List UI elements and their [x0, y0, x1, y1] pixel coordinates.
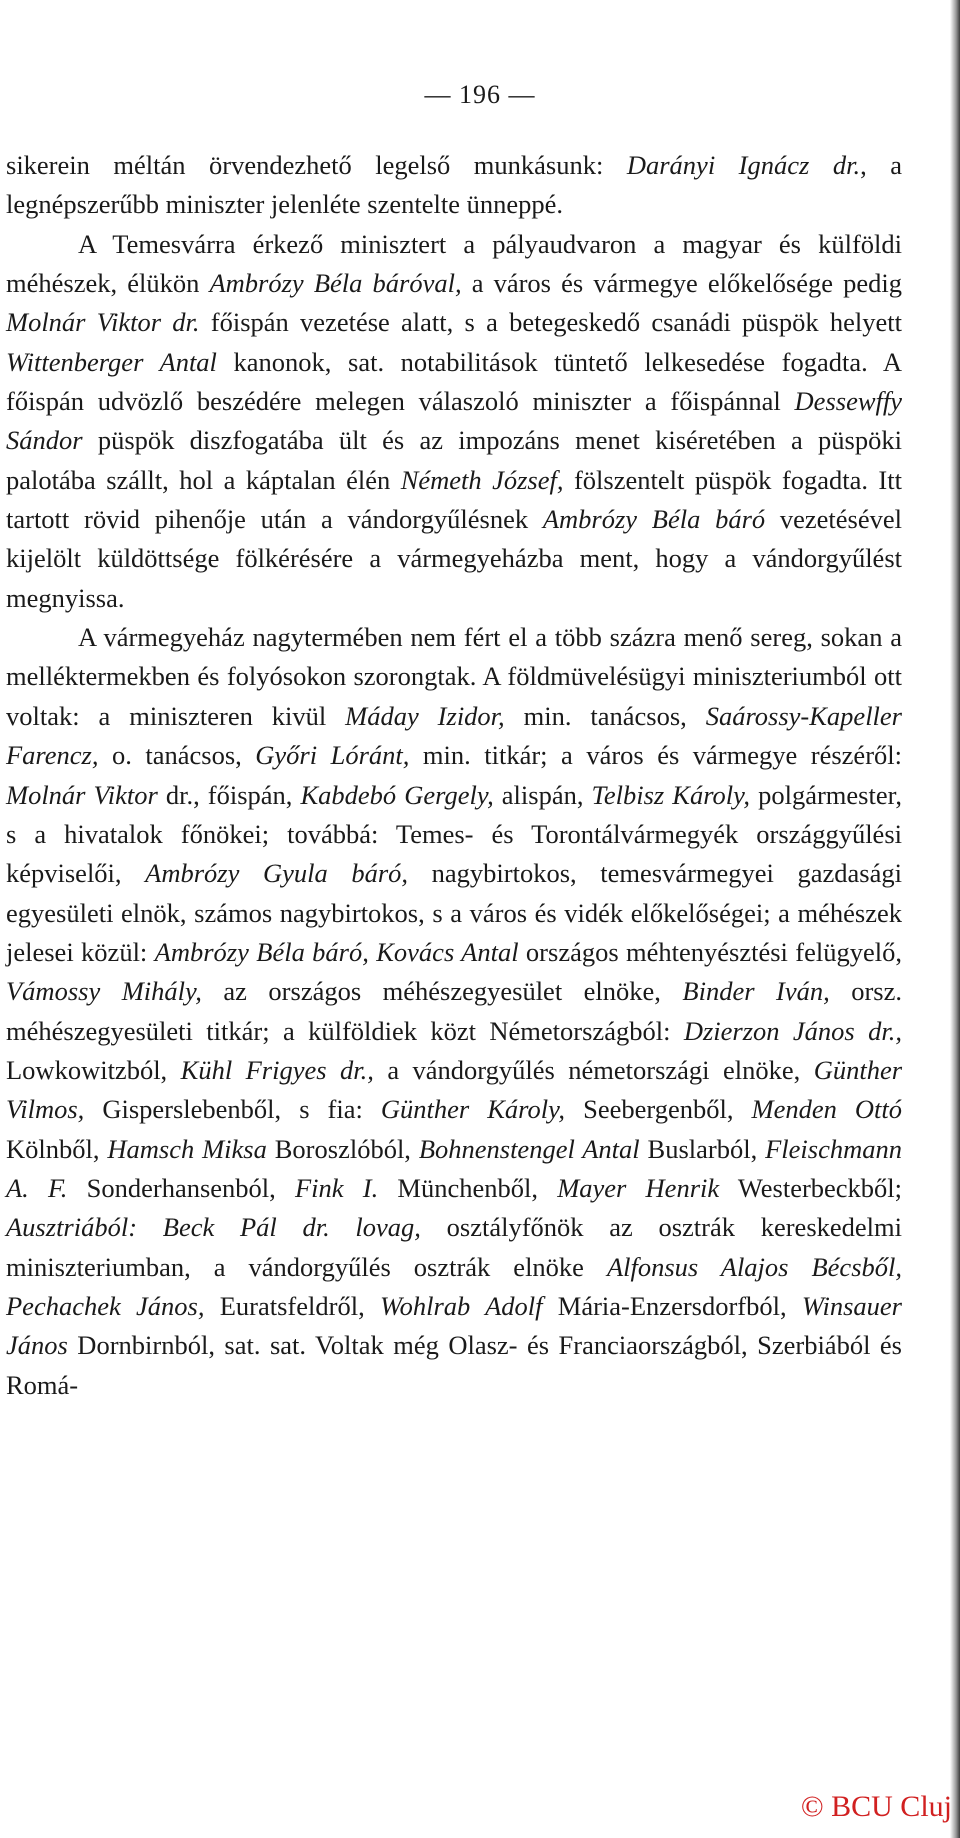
italic-name: Ambrózy Béla báró	[542, 504, 766, 535]
text-run: fölszentelt püspök fogadta. Itt tartott rövid pihenője után a vándorgyűlésnek	[6, 464, 902, 535]
page-number: — 196 —	[424, 80, 536, 109]
italic-name: Günther Vilmos,	[6, 1054, 903, 1125]
text-run: Kölnből,	[6, 1133, 108, 1164]
text-run: püspök diszfogatába ült és az impozáns menet kiséretében a püspöki palotába szállt, hol a káptalan élén	[6, 425, 902, 495]
italic-name: Németh József,	[400, 464, 564, 495]
text-run: Lowkowitzból,	[6, 1054, 181, 1085]
italic-name: Saárossy-Kapeller Farencz,	[6, 700, 902, 771]
text-run: Gisperslebenből, s fia:	[84, 1094, 381, 1125]
italic-name: Ambrózy Gyula báró,	[145, 858, 409, 889]
text-run: osztályfőnök az osztrák kereskedelmi miniszteriumban, a vándorgyűlés osztrák elnöke	[6, 1212, 902, 1282]
text-run: min. titkár; a város és vármegye részéről:	[409, 740, 902, 771]
text-run: az országos méhészegyesület elnöke,	[201, 976, 683, 1007]
italic-name: Kühl Frigyes dr.,	[180, 1054, 374, 1085]
text-run: Münchenből,	[378, 1172, 558, 1203]
text-run: polgármester, s a hivatalok főnökei; továbbá: Temes- és Torontálvármegyék országgyűlési képviselői,	[6, 779, 903, 889]
paragraph-2	[6, 225, 902, 618]
text-run: főispán vezetése alatt, s a betegeskedő csanádi püspök helyett	[199, 307, 902, 338]
italic-name: Darányi Ignácz dr.	[626, 150, 861, 180]
text-run: nagybirtokos, temesvármegyei gazdasági egyesületi elnök, számos nagybirtokos, s a város és vidék előkelőségei; a méhészek jelesei közül:	[6, 858, 902, 967]
text-run: , a legnépszerűbb miniszter jelenléte szentelte ünneppé.	[6, 150, 902, 220]
italic-name: Vámossy Mihály,	[6, 976, 202, 1007]
text-run: a város és vármegye előkelősége pedig	[461, 268, 902, 299]
body-text	[6, 146, 902, 1405]
paragraph-3	[6, 618, 902, 1405]
italic-name: Mayer Henrik	[557, 1172, 720, 1203]
text-run: Boroszlóból,	[266, 1133, 419, 1164]
text-run: o. tanácsos,	[98, 740, 256, 771]
italic-name: Ausztriából: Beck Pál dr. lovag,	[6, 1212, 421, 1243]
italic-name: Ambrózy Béla báró, Kovács Antal	[154, 936, 519, 967]
text-run: kanonok, sat. notabilitások tüntető lelkesedése fogadta. A főispán udvözlő beszédére melegen válaszoló miniszter a főispánnal	[6, 346, 903, 417]
italic-name: Menden Ottó	[751, 1094, 902, 1125]
text-run: Buslarból,	[639, 1133, 766, 1164]
text-run: Euratsfeldről,	[204, 1290, 380, 1321]
italic-name: Wittenberger Antal	[6, 346, 217, 377]
italic-name: Binder Iván,	[682, 976, 830, 1007]
text-run: dr., főispán,	[157, 779, 301, 810]
italic-name: Molnár Viktor dr.	[6, 307, 200, 338]
italic-name: Dzierzon János dr.,	[683, 1015, 902, 1046]
italic-name: Telbisz Károly,	[591, 779, 751, 810]
page-edge	[950, 0, 960, 1838]
text-run: A Temesvárra érkező minisztert a pályaudvaron a magyar és külföldi méhészek, élükön	[6, 228, 902, 299]
text-run: Sonderhansenból,	[67, 1172, 295, 1203]
italic-name: Győri Lóránt,	[255, 740, 410, 771]
text-run: min. tanácsos,	[504, 700, 706, 731]
italic-name: Fink I.	[294, 1172, 379, 1203]
text-run: alispán,	[493, 779, 592, 810]
italic-name: Winsauer János	[6, 1290, 902, 1361]
text-run: vezetésével kijelölt küldöttsége fölkérésére a vármegyeházba ment, hogy a vándorgyűlést megnyissa.	[6, 504, 902, 613]
text-run: országos méhtenyésztési felügyelő,	[518, 936, 902, 967]
text-run: A vármegyeház nagytermében nem fért el a több százra menő sereg, sokan a melléktermekben és folyósokon szorongtak. A földmüvelésügyi miniszteriumból ott voltak: a miniszteren kivül	[6, 622, 902, 731]
italic-name: Bohnenstengel Antal	[418, 1133, 640, 1164]
italic-name: Máday Izidor,	[345, 700, 505, 731]
italic-name: Günther Károly,	[380, 1094, 566, 1125]
text-run: a vándorgyűlés németországi elnöke,	[373, 1054, 814, 1085]
text-run: orsz. méhészegyesületi titkár; a külföldiek közt Németországból:	[6, 976, 903, 1046]
text-run: Seebergenből,	[565, 1094, 752, 1125]
italic-name: Hamsch Miksa	[107, 1133, 267, 1164]
italic-name: Dessewffy Sándor	[6, 386, 902, 456]
text-run: Mária-Enzersdorfból,	[542, 1290, 802, 1321]
text-run: sikerein méltán örvendezhető legelső munkásunk:	[6, 150, 627, 180]
italic-name: Kabdebó Gergely,	[300, 779, 494, 810]
italic-name: Ambrózy Béla báróval,	[209, 268, 462, 299]
paragraph-1	[6, 146, 902, 225]
copyright-watermark: © BCU Cluj	[800, 1790, 952, 1823]
italic-name: Wohlrab Adolf	[379, 1290, 543, 1321]
text-run: Westerbeckből;	[719, 1172, 903, 1203]
text-run: Dornbirnból, sat. sat. Voltak még Olasz- és Franciaországból, Szerbiából és Romá-	[6, 1330, 902, 1400]
italic-name: Molnár Viktor	[6, 779, 158, 810]
italic-name: Alfonsus Alajos Bécsből, Pechachek János,	[6, 1251, 902, 1321]
italic-name: Fleischmann A. F.	[6, 1133, 902, 1203]
